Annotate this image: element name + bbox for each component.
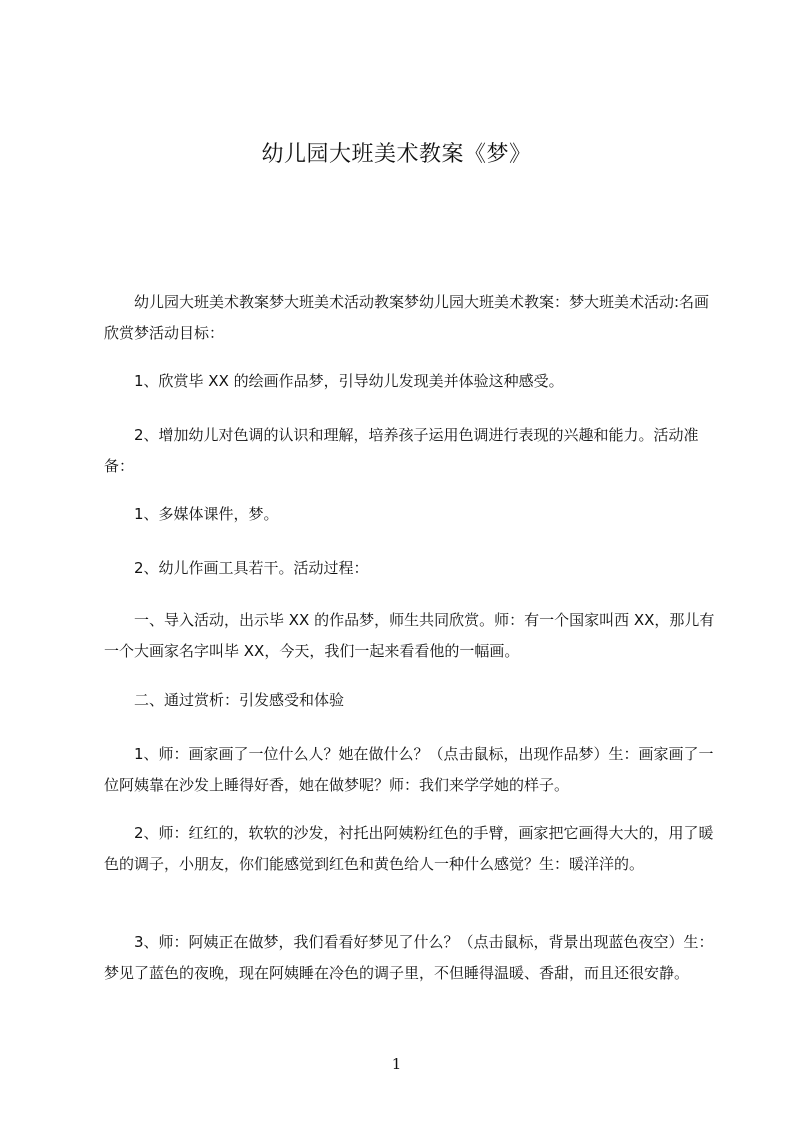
prep-2-paragraph: 2、幼儿作画工具若干。活动过程： bbox=[134, 559, 369, 577]
analysis-2-paragraph: 2、师：红红的，软软的沙发，衬托出阿姨粉红色的手臂，画家把它画得大大的，用了暖色的调子，小朋友，你们能感觉到红色和黄色给人一种什么感觉？生：暖洋洋的。 bbox=[104, 824, 714, 873]
page-number: 1 bbox=[391, 1055, 402, 1073]
goal-1-paragraph: 1、欣赏毕 XX 的绘画作品梦，引导幼儿发现美并体验这种感受。 bbox=[134, 372, 564, 390]
prep-1-paragraph: 1、多媒体课件，梦。 bbox=[134, 505, 279, 523]
intro-paragraph: 幼儿园大班美术教案梦大班美术活动教案梦幼儿园大班美术教案：梦大班美术活动:名画欣赏梦活动目标： bbox=[104, 293, 710, 342]
goal-2-paragraph: 2、增加幼儿对色调的认识和理解，培养孩子运用色调进行表现的兴趣和能力。活动准备： bbox=[104, 426, 699, 475]
process-2-heading: 二、通过赏析：引发感受和体验 bbox=[134, 691, 345, 709]
process-1-paragraph: 一、导入活动，出示毕 XX 的作品梦，师生共同欣赏。师：有一个国家叫西 XX，那儿有一个大画家名字叫毕 XX，今天，我们一起来看看他的一幅画。 bbox=[104, 611, 715, 660]
document-title: 幼儿园大班美术教案《梦》 bbox=[261, 142, 532, 167]
analysis-3-paragraph: 3、师：阿姨正在做梦，我们看看好梦见了什么？（点击鼠标，背景出现蓝色夜空）生：梦见了蓝色的夜晚，现在阿姨睡在冷色的调子里，不但睡得温暖、香甜，而且还很安静。 bbox=[104, 933, 714, 982]
analysis-1-paragraph: 1、师：画家画了一位什么人？她在做什么？（点击鼠标，出现作品梦）生：画家画了一位阿姨靠在沙发上睡得好香，她在做梦呢？师：我们来学学她的样子。 bbox=[104, 745, 714, 794]
